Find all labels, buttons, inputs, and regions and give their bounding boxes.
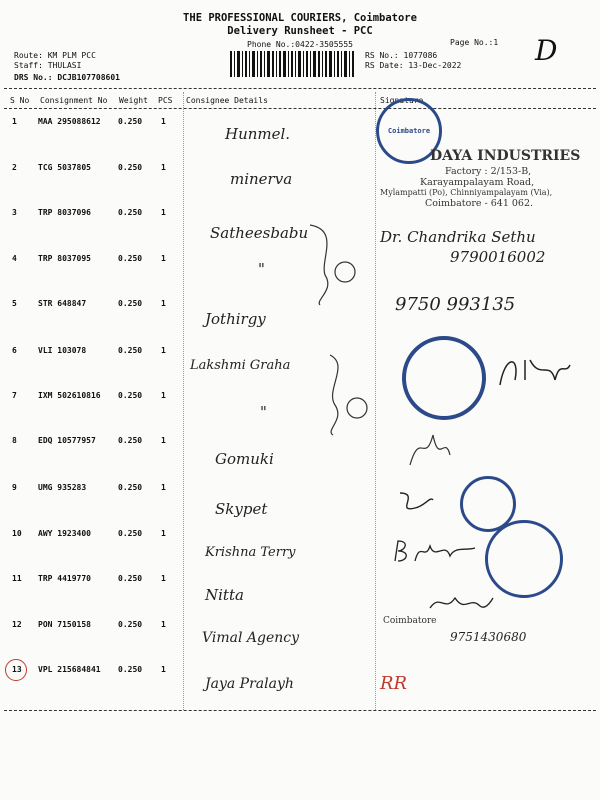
consignee-3: Satheesbabu	[210, 224, 309, 242]
row-consignment: TCG 5037805	[38, 163, 91, 172]
stamp-address1: Karayampalayam Road,	[420, 177, 535, 188]
company-stamp-name: DAYA INDUSTRIES	[430, 148, 581, 164]
row-consignment: IXM 502610816	[38, 391, 101, 400]
stamp-address2: Mylampatti (Po), Chinniyampalayam (Via),	[380, 188, 553, 197]
col-consignment: Consignment No	[40, 96, 108, 105]
row-weight: 0.250	[118, 117, 143, 126]
row-sno: 1	[12, 117, 17, 126]
row-consignment: TRP 8037095	[38, 254, 91, 263]
row-weight: 0.250	[118, 391, 143, 400]
row-consignment: MAA 295088612	[38, 117, 101, 126]
col-consignee: Consignee Details	[186, 96, 268, 105]
row-pcs: 1	[161, 117, 166, 126]
header-rule-bottom	[4, 108, 596, 109]
page-number: Page No.:1	[450, 38, 499, 47]
row-weight: 0.250	[118, 665, 143, 674]
row-pcs: 1	[161, 574, 166, 583]
consignee-8: Gomuki	[215, 450, 274, 468]
bracket-scribble-2	[315, 350, 375, 440]
signature-6	[495, 350, 575, 390]
row-consignment: PON 7150158	[38, 620, 91, 629]
row-pcs: 1	[161, 529, 166, 538]
coimbatore-print: Coimbatore	[383, 616, 437, 626]
row-pcs: 1	[161, 163, 166, 172]
row-consignment: EDQ 10577957	[38, 436, 96, 445]
col-signature: Signature	[380, 96, 424, 105]
row-weight: 0.250	[118, 346, 143, 355]
row-sno: 11	[12, 574, 22, 583]
row-sno: 13	[12, 665, 22, 674]
row-weight: 0.250	[118, 163, 143, 172]
row-consignment: TRP 8037096	[38, 208, 91, 217]
col-pcs: PCS	[158, 96, 173, 105]
row-consignment: UMG 935283	[38, 483, 87, 492]
phone-3: 9790016002	[450, 248, 546, 266]
corner-mark: D	[535, 34, 558, 67]
signature-13: RR	[380, 673, 408, 694]
phone-5: 9750 993135	[395, 294, 516, 315]
row-sno: 4	[12, 254, 17, 263]
row-sno: 2	[12, 163, 17, 172]
row-sno: 10	[12, 529, 22, 538]
consignee-11: Nitta	[205, 586, 244, 604]
row-pcs: 1	[161, 665, 166, 674]
row-sno: 8	[12, 436, 17, 445]
row-weight: 0.250	[118, 299, 143, 308]
col-sno: S No	[10, 96, 30, 105]
row-weight: 0.250	[118, 620, 143, 629]
seal-stamp	[402, 336, 486, 420]
highlight-circle	[5, 659, 27, 681]
stamp-address3: Coimbatore - 641 062.	[425, 198, 534, 209]
bracket-scribble	[300, 220, 370, 310]
route-label: Route: KM PLM PCC	[14, 51, 96, 60]
row-consignment: TRP 4419770	[38, 574, 91, 583]
row-pcs: 1	[161, 391, 166, 400]
stamp-factory: Factory : 2/153-B,	[445, 166, 532, 177]
row-sno: 5	[12, 299, 17, 308]
signature-10	[390, 536, 480, 566]
footer-rule	[4, 710, 596, 711]
company-name: THE PROFESSIONAL COURIERS, Coimbatore	[183, 12, 417, 24]
signature-8	[405, 425, 455, 470]
row-pcs: 1	[161, 620, 166, 629]
signature-11	[425, 588, 495, 618]
row-weight: 0.250	[118, 208, 143, 217]
coimbatore-text: Coimbatore	[387, 127, 431, 135]
row-pcs: 1	[161, 483, 166, 492]
row-sno: 12	[12, 620, 22, 629]
consignee-10: Krishna Terry	[205, 545, 296, 560]
consignee-divider	[183, 92, 184, 710]
row-sno: 3	[12, 208, 17, 217]
row-consignment: VPL 215684841	[38, 665, 101, 674]
consignee-4: "	[258, 260, 265, 278]
signature-3: Dr. Chandrika Sethu	[380, 228, 536, 246]
row-weight: 0.250	[118, 254, 143, 263]
consignee-7: "	[260, 403, 267, 421]
staff-label: Staff: THULASI	[14, 61, 82, 70]
row-pcs: 1	[161, 254, 166, 263]
row-pcs: 1	[161, 208, 166, 217]
runsheet-title: Delivery Runsheet - PCC	[227, 25, 373, 37]
col-weight: Weight	[119, 96, 148, 105]
row-weight: 0.250	[118, 436, 143, 445]
barcode	[230, 51, 355, 77]
phone-number: Phone No.:0422-3505555	[247, 40, 353, 49]
consignee-2: minerva	[230, 170, 293, 188]
consignee-6: Lakshmi Graha	[190, 358, 291, 373]
row-pcs: 1	[161, 436, 166, 445]
krishna-terry-stamp	[485, 520, 563, 598]
signature-divider	[375, 92, 376, 710]
row-sno: 6	[12, 346, 17, 355]
rs-date: RS Date: 13-Dec-2022	[365, 61, 462, 70]
rs-number: RS No.: 1077086	[365, 51, 438, 60]
consignee-12: Vimal Agency	[202, 630, 300, 646]
consignee-1: Hunmel.	[225, 125, 291, 143]
row-pcs: 1	[161, 299, 166, 308]
signature-9	[395, 488, 435, 518]
consignee-9: Skypet	[215, 500, 268, 518]
header-rule-top	[4, 88, 596, 89]
row-consignment: AWY 1923400	[38, 529, 91, 538]
row-weight: 0.250	[118, 574, 143, 583]
row-weight: 0.250	[118, 483, 143, 492]
row-pcs: 1	[161, 346, 166, 355]
row-sno: 7	[12, 391, 17, 400]
row-weight: 0.250	[118, 529, 143, 538]
drs-number: DRS No.: DCJB107708601	[14, 73, 120, 82]
row-consignment: STR 648847	[38, 299, 87, 308]
row-consignment: VLI 103078	[38, 346, 87, 355]
consignee-5: Jothirgy	[205, 310, 266, 328]
phone-12: 9751430680	[450, 630, 527, 644]
row-sno: 9	[12, 483, 17, 492]
consignee-13: Jaya Pralayh	[205, 676, 294, 692]
